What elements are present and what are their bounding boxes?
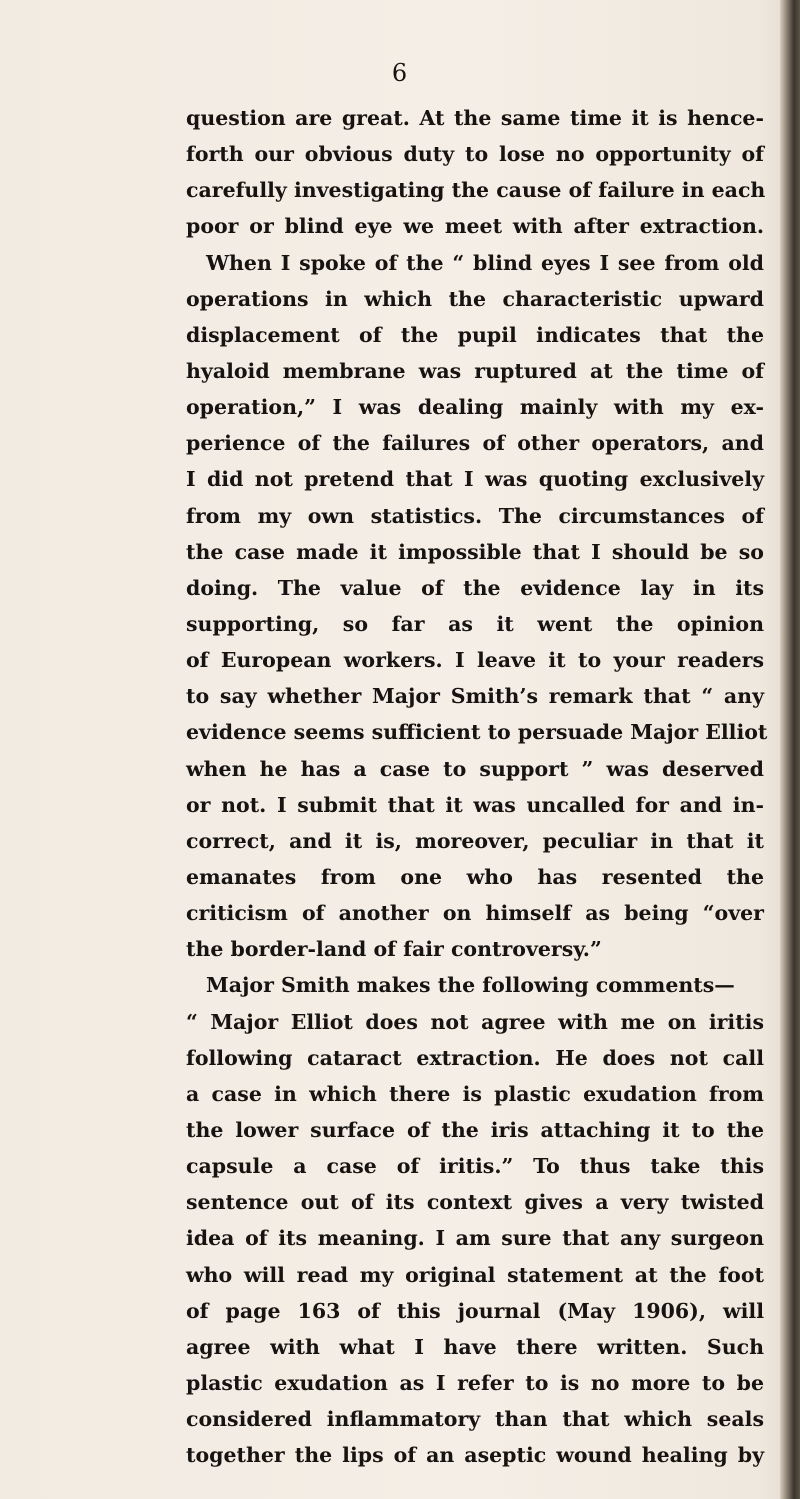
text-line: Major Smith makes the following comments— xyxy=(206,973,735,998)
text-line: emanates from one who has resented the xyxy=(186,864,764,889)
text-line: When I spoke of the “ blind eyes I see from old xyxy=(206,250,764,275)
text-line: poor or blind eye we meet with after extraction. xyxy=(186,214,764,239)
text-line: together the lips of an aseptic wound healing by xyxy=(186,1443,764,1468)
text-line: capsule a case of iritis.” To thus take this xyxy=(186,1154,764,1179)
text-line: or not. I submit that it was uncalled for and in- xyxy=(186,792,764,817)
text-line: when he has a case to support ” was deserved xyxy=(186,756,764,781)
text-line: doing. The value of the evidence lay in its xyxy=(186,575,764,600)
text-line: plastic exudation as I refer to is no more to be xyxy=(186,1370,764,1395)
text-line: following cataract extraction. He does not call xyxy=(186,1045,764,1070)
text-line: evidence seems sufficient to persuade Major Elliot xyxy=(186,720,768,745)
text-line: operation,” I was dealing mainly with my ex- xyxy=(186,395,764,420)
text-line: agree with what I have there written. Such xyxy=(186,1334,764,1359)
text-line: sentence out of its context gives a very twisted xyxy=(186,1190,764,1215)
text-line: of European workers. I leave it to your readers xyxy=(186,648,764,673)
text-line: I did not pretend that I was quoting exclusively xyxy=(186,467,764,492)
text-line: from my own statistics. The circumstances of xyxy=(186,503,764,528)
text-line: considered inflammatory than that which seals xyxy=(186,1407,764,1432)
text-line: supporting, so far as it went the opinion xyxy=(186,611,764,636)
text-line: forth our obvious duty to lose no opportunity of xyxy=(186,142,764,167)
text-line: the lower surface of the iris attaching it to the xyxy=(186,1117,764,1142)
text-line: carefully investigating the cause of failure in each xyxy=(186,178,766,203)
text-line: operations in which the characteristic upward xyxy=(186,286,764,311)
text-line: of page 163 of this journal (May 1906), will xyxy=(186,1298,764,1323)
text-line: the border-land of fair controversy.” xyxy=(186,937,602,962)
text-line: hyaloid membrane was ruptured at the time of xyxy=(186,358,764,383)
text-line: idea of its meaning. I am sure that any surgeon xyxy=(186,1226,764,1251)
text-line: to say whether Major Smith’s remark that “ any xyxy=(186,684,764,709)
page-edge-shadow xyxy=(780,0,800,1499)
body-text xyxy=(186,100,768,1473)
text-line: criticism of another on himself as being “over xyxy=(186,901,764,926)
text-line: perience of the failures of other operators, and xyxy=(186,431,764,456)
text-line: a case in which there is plastic exudation from xyxy=(186,1081,764,1106)
text-line: displacement of the pupil indicates that the xyxy=(186,322,764,347)
text-line: correct, and it is, moreover, peculiar in that it xyxy=(186,828,764,853)
page-number: 6 xyxy=(391,59,409,87)
text-line: question are great. At the same time it is hence- xyxy=(186,106,764,130)
text-line: “ Major Elliot does not agree with me on iritis xyxy=(186,1009,764,1034)
text-line: who will read my original statement at the foot xyxy=(186,1262,764,1287)
text-line: the case made it impossible that I should be so xyxy=(186,539,764,564)
